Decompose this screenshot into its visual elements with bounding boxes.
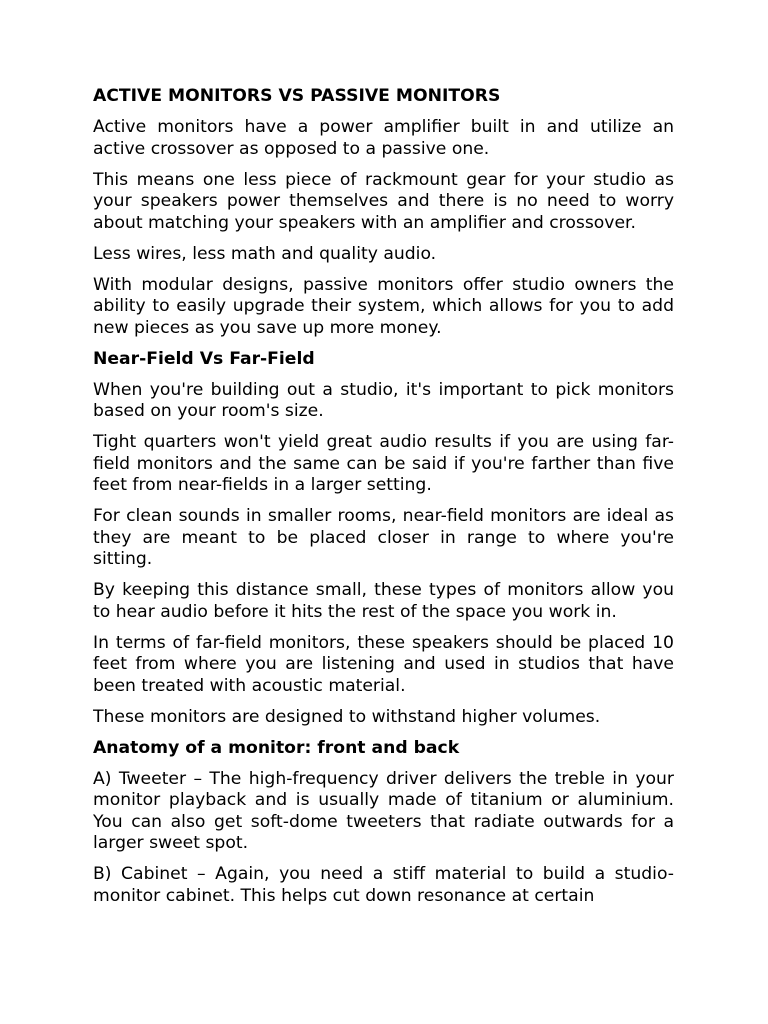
- paragraph: B) Cabinet – Again, you need a stiff material to build a studio-monitor cabinet. This helps cut down resonance at certain: [93, 864, 674, 906]
- paragraph: A) Tweeter – The high-frequency driver delivers the treble in your monitor playback and is usually made of titanium or aluminium. You can also get soft-dome tweeters that radiate outwards for a larger sweet spot.: [93, 768, 674, 853]
- paragraph: When you're building out a studio, it's important to pick monitors based on your room's size.: [93, 379, 674, 421]
- paragraph: With modular designs, passive monitors offer studio owners the ability to easily upgrade their system, which allows for you to add new pieces as you save up more money.: [93, 274, 674, 338]
- paragraph: By keeping this distance small, these types of monitors allow you to hear audio before it hits the rest of the space you work in.: [93, 580, 674, 622]
- paragraph: For clean sounds in smaller rooms, near-field monitors are ideal as they are meant to be placed closer in range to where you're sitting.: [93, 506, 674, 569]
- section-heading-anatomy: Anatomy of a monitor: front and back: [93, 737, 460, 758]
- paragraph: Tight quarters won't yield great audio results if you are using far-field monitors and the same can be said if you're farther than five feet from near-fields in a larger setting.: [93, 432, 674, 495]
- paragraph: Less wires, less math and quality audio.: [93, 243, 437, 264]
- paragraph: This means one less piece of rackmount gear for your studio as your speakers power themselves and there is no need to worry about matching your speakers with an amplifier and crossover.: [93, 169, 674, 233]
- document-title: ACTIVE MONITORS VS PASSIVE MONITORS: [93, 86, 501, 106]
- paragraph: These monitors are designed to withstand higher volumes.: [93, 706, 601, 727]
- paragraph: Active monitors have a power amplifier built in and utilize an active crossover as opposed to a passive one.: [93, 117, 674, 159]
- section-heading-near-far: Near-Field Vs Far-Field: [93, 348, 315, 369]
- document-page: [93, 86, 674, 936]
- paragraph: In terms of far-field monitors, these speakers should be placed 10 feet from where you are listening and used in studios that have been treated with acoustic material.: [93, 632, 674, 696]
